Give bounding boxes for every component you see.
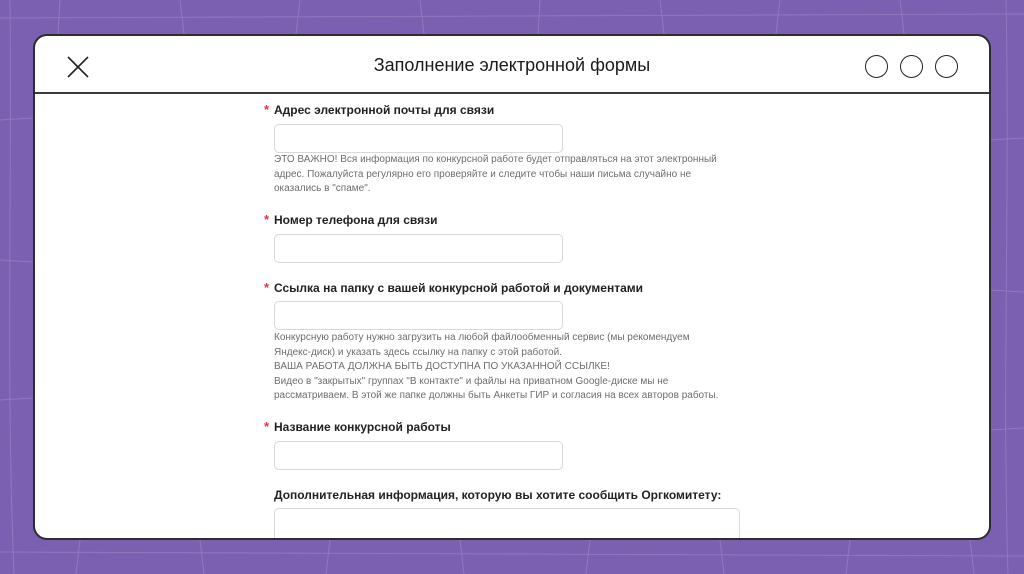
- required-mark: *: [264, 102, 270, 117]
- window-control-circle-3[interactable]: [935, 55, 958, 78]
- phone-field[interactable]: [274, 234, 563, 263]
- work-title-label: Название конкурсной работы: [274, 420, 451, 434]
- window-control-circle-1[interactable]: [865, 55, 888, 78]
- form-window: [33, 34, 991, 540]
- email-label: Адрес электронной почты для связи: [274, 103, 495, 117]
- folder-link-label: Ссылка на папку с вашей конкурсной работой и документами: [274, 281, 644, 295]
- email-field[interactable]: [274, 124, 563, 153]
- window-title: Заполнение электронной формы: [373, 55, 651, 75]
- folder-link-field[interactable]: [274, 301, 563, 330]
- phone-label: Номер телефона для связи: [274, 213, 438, 227]
- email-hint: ЭТО ВАЖНО! Вся информация по конкурсной работе будет отправляться на этот электронный адрес. Пожалуйста регулярно его проверяйте и следите чтобы наши письма случайно не оказались в "спаме".: [274, 154, 717, 194]
- folder-link-hint: Конкурсную работу нужно загрузить на любой файлообменный сервис (мы рекомендуем Яндекс-диск) и указать здесь ссылку на папку с этой работой. ВАША РАБОТА ДОЛЖНА БЫТЬ ДОСТУПНА ПО УКАЗАННОЙ ССЫЛКЕ! Видео в "закрытых" группах "В контакте" и файлы на приватном Google-диске мы не рассматриваем. В этой же папке должны быть Анкеты ГИР и согласия на всех авторов работы.: [274, 332, 719, 401]
- required-mark: *: [264, 280, 270, 295]
- window-control-circle-2[interactable]: [900, 55, 923, 78]
- required-mark: *: [264, 212, 270, 227]
- additional-info-textarea[interactable]: [274, 508, 740, 540]
- form-content: [35, 96, 989, 540]
- required-mark: *: [264, 419, 270, 434]
- window-titlebar: [35, 36, 989, 94]
- additional-info-label: Дополнительная информация, которую вы хотите сообщить Оргкомитету:: [274, 488, 722, 502]
- work-title-field[interactable]: [274, 441, 563, 470]
